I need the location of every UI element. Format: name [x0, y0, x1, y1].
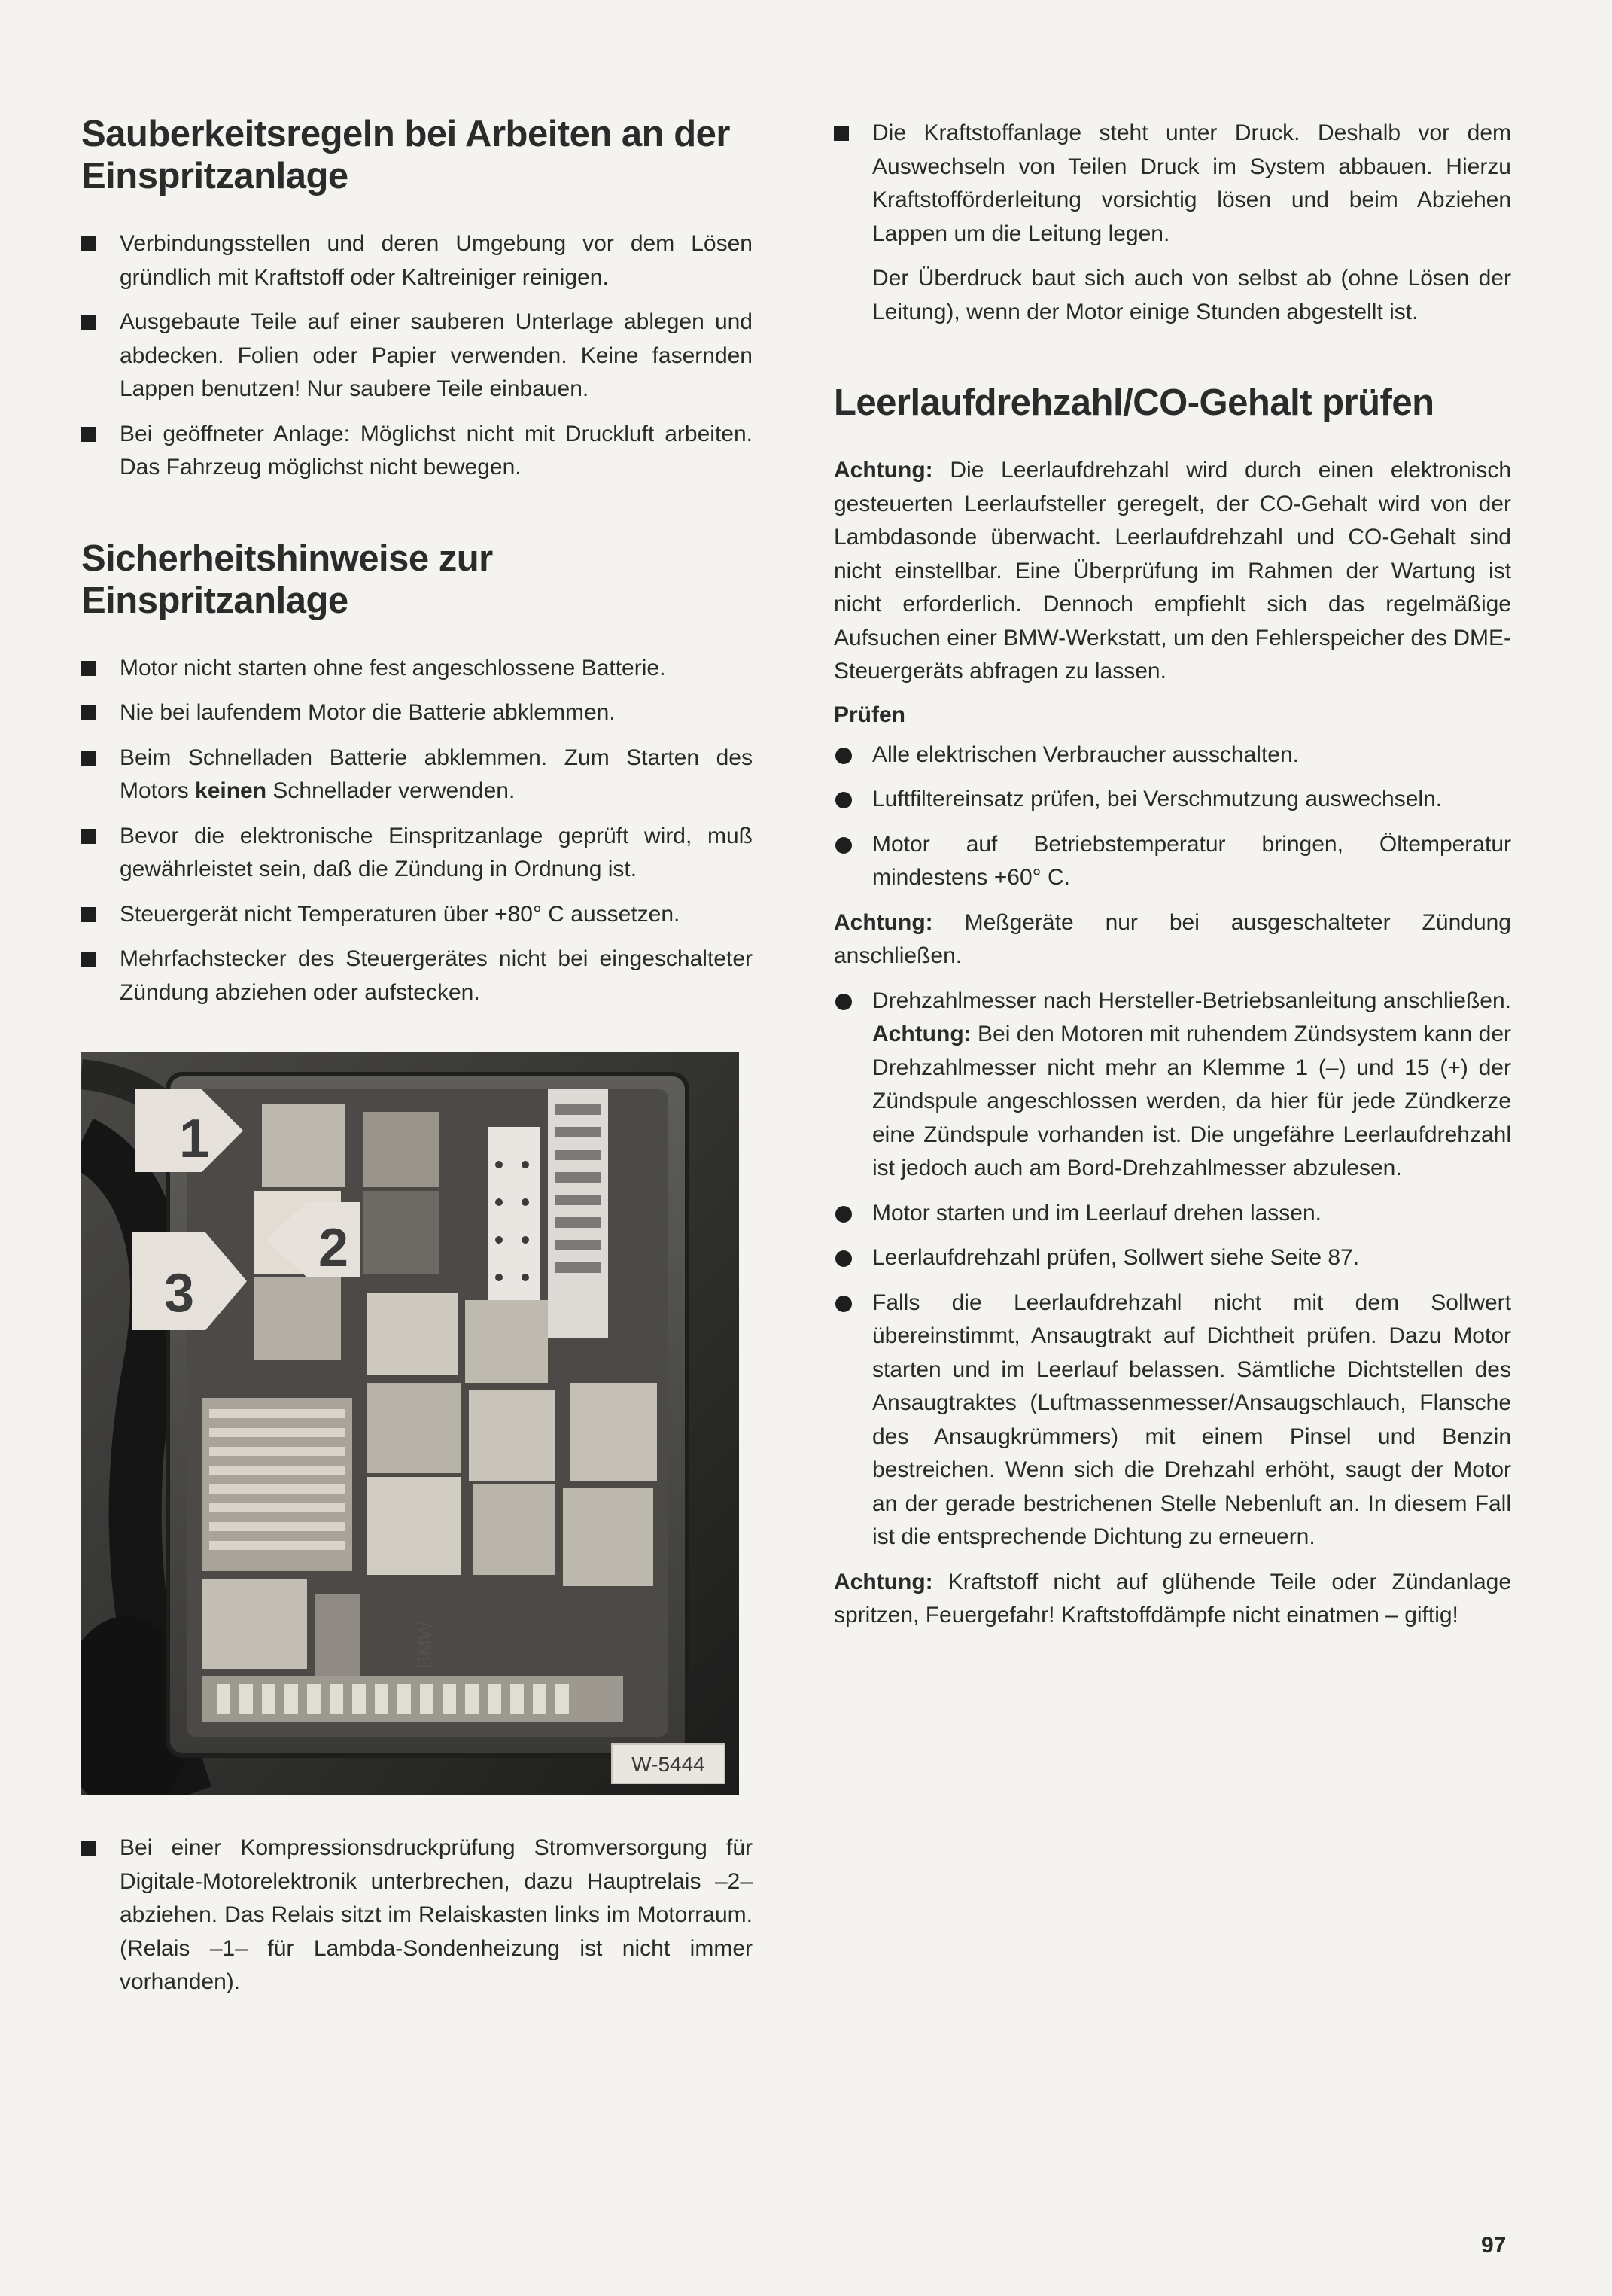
round-bullet-icon — [835, 792, 852, 808]
note-achtung-3: Achtung: Kraftstoff nicht auf glühende Teile oder Zündanlage spritzen, Feuergefahr! Kraftstoffdämpfe nicht einatmen – giftig! — [834, 1569, 1511, 1628]
round-bullet-icon — [835, 837, 852, 854]
list-item — [834, 783, 1511, 817]
arrow-label-3: 3 — [163, 1263, 195, 1323]
item-text: Bevor die elektronische Einspritzanlage geprüft wird, muß gewährleistet sein, daß die Zündung in Ordnung ist. — [120, 823, 753, 882]
right-column — [834, 117, 1511, 1644]
heading-cleanliness: Sauberkeitsregeln bei Arbeiten an der Einspritzanlage — [81, 114, 730, 196]
arrow-label-1: 1 — [178, 1109, 210, 1169]
list-item — [834, 1287, 1511, 1555]
page-number: 97 — [1481, 2233, 1507, 2258]
square-bullet-icon — [81, 952, 96, 967]
list-item — [81, 418, 753, 485]
round-bullet-icon — [835, 1250, 852, 1267]
item-text: Verbindungsstellen und deren Umgebung vor dem Lösen gründlich mit Kraftstoff oder Kaltreiniger reinigen. — [120, 231, 753, 290]
list-item — [81, 741, 753, 808]
figure-code: W-5444 — [631, 1752, 705, 1776]
list-item — [834, 985, 1511, 1186]
list-item — [834, 117, 1511, 251]
square-bullet-icon — [81, 705, 96, 720]
square-bullet-icon — [81, 1841, 96, 1856]
item-text: Ausgebaute Teile auf einer sauberen Unterlage ablegen und abdecken. Folien oder Papier verwenden. Keine fasernden Lappen benutzen! Nur saubere Teile einbauen. — [120, 309, 753, 401]
square-bullet-icon — [81, 315, 96, 330]
list-item — [81, 696, 753, 730]
list-item — [834, 738, 1511, 772]
item-text: Beim Schnelladen Batterie abklemmen. Zum Starten des Motors keinen Schnellader verwenden. — [120, 745, 753, 803]
list-item — [81, 652, 753, 686]
item-text: Mehrfachstecker des Steuergerätes nicht bei eingeschalteter Zündung abziehen oder aufstecken. — [120, 946, 753, 1005]
item-text: Bei einer Kompressionsdruckprüfung Stromversorgung für Digitale-Motorelektronik unterbrechen, dazu Hauptrelais –2– abziehen. Das Relais sitzt im Relaiskasten links im Motorraum. (Relais –1– für Lambda-Sondenheizung ist nicht immer vorhanden). — [120, 1835, 753, 1994]
list-item — [81, 306, 753, 407]
square-bullet-icon — [81, 427, 96, 442]
item-continuation: Der Überdruck baut sich auch von selbst ab (ohne Lösen der Leitung), wenn der Motor einige Stunden abgestellt ist. — [872, 266, 1511, 324]
list-item — [834, 828, 1511, 895]
list-item — [834, 1241, 1511, 1275]
item-text: Motor nicht starten ohne fest angeschlossene Batterie. — [120, 655, 666, 681]
list-item — [81, 898, 753, 932]
item-text: Motor auf Betriebstemperatur bringen, Öltemperatur mindestens +60° C. — [872, 831, 1511, 890]
square-bullet-icon — [834, 126, 849, 141]
item-text: Leerlaufdrehzahl prüfen, Sollwert siehe Seite 87. — [872, 1245, 1360, 1270]
square-bullet-icon — [81, 829, 96, 844]
left-column — [81, 113, 753, 2011]
item-text: Bei geöffneter Anlage: Möglichst nicht mit Druckluft arbeiten. Das Fahrzeug möglichst nicht bewegen. — [120, 421, 753, 480]
item-text: Alle elektrischen Verbraucher ausschalten. — [872, 741, 1299, 767]
relay-box-photo — [81, 1052, 739, 1795]
item-text: Falls die Leerlaufdrehzahl nicht mit dem Sollwert übereinstimmt, Ansaugtrakt auf Dichtheit prüfen. Dazu Motor starten und im Leerlauf belassen. Sämtliche Dichtstellen des Ansaugtraktes (Luftmassenmesser/Ansaugschlauch, Flansche des Ansaugkrümmers) mit einem Pinsel und Benzin bestreichen. Wenn sich die Drehzahl erhöht, saugt der Motor an der gerade bestrichenen Stelle Nebenluft an. In diesem Fall ist die entsprechende Dichtung zu erneuern. — [872, 1290, 1511, 1549]
item-text: Steuergerät nicht Temperaturen über +80° C aussetzen. — [120, 901, 680, 927]
subheading-pruefen: Prüfen — [834, 702, 906, 727]
item-text: Die Kraftstoffanlage steht unter Druck. Deshalb vor dem Auswechseln von Teilen Druck im System abbauen. Hierzu Kraftstofförderleitung vorsichtig lösen und beim Abziehen Lappen um die Leitung legen. — [872, 120, 1511, 246]
heading-safety: Sicherheitshinweise zur Einspritzanlage — [81, 537, 493, 621]
round-bullet-icon — [835, 748, 852, 764]
list-item — [81, 942, 753, 1009]
heading-idle-co: Leerlaufdrehzahl/CO-Gehalt prüfen — [834, 382, 1434, 423]
note-achtung-2: Achtung: Meßgeräte nur bei ausgeschalteter Zündung anschließen. — [834, 909, 1511, 968]
item-text: Drehzahlmesser nach Hersteller-Betriebsanleitung anschließen. Achtung: Bei den Motoren mit ruhendem Zündsystem kann der Drehzahlmesser nicht mehr an Klemme 1 (–) und 15 (+) der Zündspule angeschlossen werden, da hier für jede Zündkerze eine Zündspule vorhanden ist. Die ungefähre Leerlaufdrehzahl ist jedoch auch am Bord-Drehzahlmesser abzulesen. — [872, 988, 1511, 1180]
square-bullet-icon — [81, 661, 96, 676]
arrow-label-2: 2 — [318, 1218, 349, 1278]
list-item — [81, 1832, 753, 1999]
note-achtung-1: Achtung: Die Leerlaufdrehzahl wird durch einen elektronisch gesteuerten Leerlaufsteller geregelt, der CO-Gehalt wird von der Lambdasonde überwacht. Leerlaufdrehzahl und CO-Gehalt sind nicht einstellbar. Eine Überprüfung im Rahmen der Wartung ist nicht erforderlich. Dennoch empfiehlt sich das regelmäßige Aufsuchen einer BMW-Werkstatt, um den Fehlerspeicher des DME-Steuergeräts abfragen zu lassen. — [834, 458, 1511, 684]
list-item — [81, 820, 753, 887]
square-bullet-icon — [81, 751, 96, 766]
round-bullet-icon — [835, 994, 852, 1010]
item-text: Motor starten und im Leerlauf drehen lassen. — [872, 1200, 1322, 1226]
list-item — [81, 227, 753, 294]
square-bullet-icon — [81, 907, 96, 922]
item-text: Nie bei laufendem Motor die Batterie abklemmen. — [120, 700, 616, 725]
item-text: Luftfiltereinsatz prüfen, bei Verschmutzung auswechseln. — [872, 787, 1443, 812]
square-bullet-icon — [81, 236, 96, 251]
relay-stamp: BMW — [413, 1621, 436, 1669]
round-bullet-icon — [835, 1296, 852, 1312]
list-item — [834, 1197, 1511, 1231]
round-bullet-icon — [835, 1206, 852, 1223]
